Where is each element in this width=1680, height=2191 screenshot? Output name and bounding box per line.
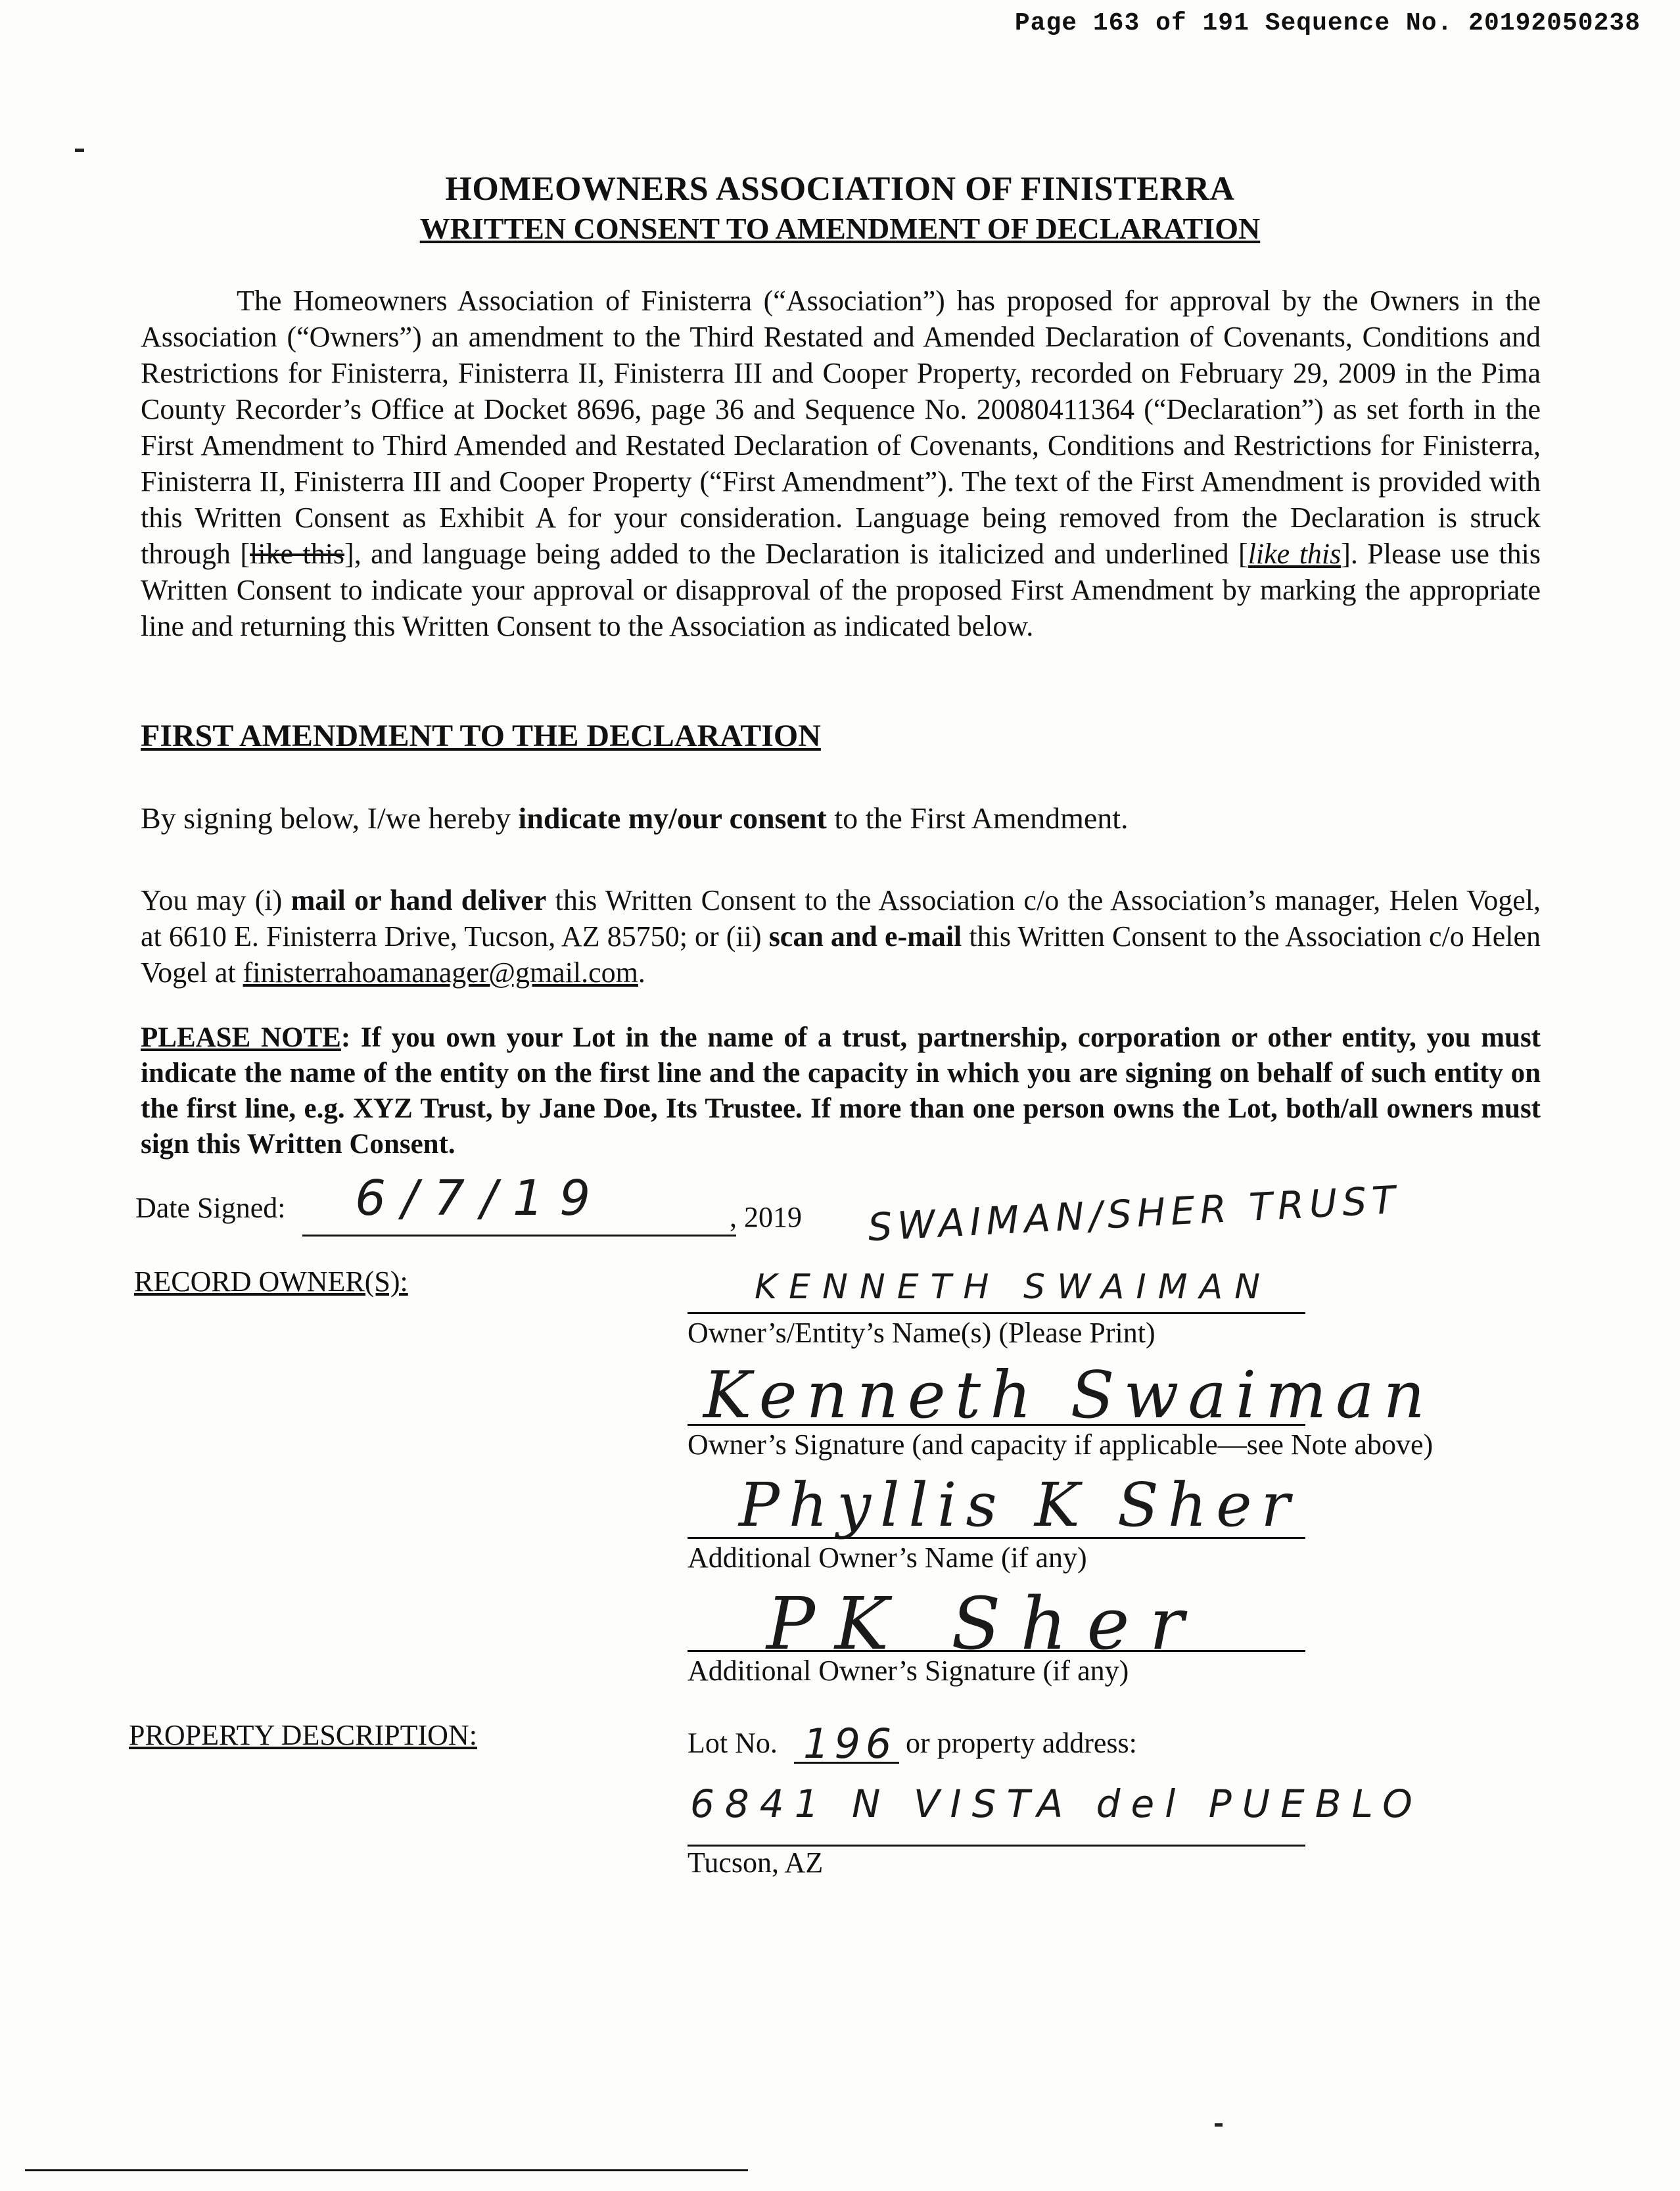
title-block xyxy=(0,170,1680,246)
scan-speck xyxy=(1215,2123,1223,2127)
footer-rule xyxy=(25,2169,748,2171)
document-subtitle: WRITTEN CONSENT TO AMENDMENT OF DECLARATION xyxy=(419,212,1261,245)
page-sequence-header: Page 163 of 191 Sequence No. 20192050238 xyxy=(1014,9,1641,37)
owner-signature-line[interactable] xyxy=(688,1424,1305,1426)
property-address-handwritten: 6841 N VISTA del PUEBLO xyxy=(690,1781,1423,1826)
delivery-bold-2: scan and e-mail xyxy=(768,920,962,953)
section-heading: FIRST AMENDMENT TO THE DECLARATION xyxy=(141,719,821,753)
additional-owner-name-handwritten: Phyllis K Sher xyxy=(739,1470,1299,1540)
date-signed-handwritten: 6/7/19 xyxy=(355,1170,607,1227)
strike-example: like this xyxy=(250,538,345,570)
owner-signature-handwritten: Kenneth Swaiman xyxy=(703,1358,1434,1433)
year-suffix: , 2019 xyxy=(730,1201,802,1233)
property-address-label: or property address: xyxy=(906,1727,1137,1759)
scan-speck xyxy=(75,149,84,152)
additional-owner-signature-handwritten: PK Sher xyxy=(766,1582,1204,1666)
delivery-bold-1: mail or hand deliver xyxy=(291,884,547,916)
record-owners-label: RECORD OWNER(S): xyxy=(134,1265,408,1298)
owner-name-line[interactable] xyxy=(688,1312,1305,1314)
additional-owner-signature-line[interactable] xyxy=(688,1650,1305,1652)
consent-statement xyxy=(141,801,1129,836)
delivery-text-2: this Written Consent to the Association c/o the Association’s manager, Helen Vogel, at 6610 E. Finisterra Drive, Tucson, AZ 85750; or (ii) xyxy=(141,884,1541,953)
owner-name-handwritten: KENNETH SWAIMAN xyxy=(755,1267,1272,1307)
intro-text-2: ], and language being added to the Declaration is italicized and underlined [ xyxy=(344,538,1248,570)
additional-owner-name-caption: Additional Owner’s Name (if any) xyxy=(688,1542,1087,1574)
delivery-text-4: . xyxy=(638,956,645,989)
owner-name-caption: Owner’s/Entity’s Name(s) (Please Print) xyxy=(688,1317,1155,1349)
note-label: PLEASE NOTE xyxy=(141,1022,341,1053)
owner-signature-caption: Owner’s Signature (and capacity if applicable—see Note above) xyxy=(688,1428,1434,1461)
date-signed-line[interactable] xyxy=(302,1235,736,1237)
intro-text-3: ]. Please use this Written Consent to indicate your approval or disapproval of the proposed First Amendment by marking the appropriate line and returning this Written Consent to the Association as indicated below. xyxy=(141,538,1541,642)
additional-owner-name-line[interactable] xyxy=(688,1537,1305,1539)
document-title: HOMEOWNERS ASSOCIATION OF FINISTERRA xyxy=(445,170,1235,208)
consent-bold: indicate my/our consent xyxy=(518,801,827,835)
property-description-label: PROPERTY DESCRIPTION: xyxy=(129,1719,477,1751)
delivery-instructions xyxy=(141,882,1541,991)
additional-owner-signature-caption: Additional Owner’s Signature (if any) xyxy=(688,1655,1129,1687)
entity-name-handwritten: SWAIMAN/SHER TRUST xyxy=(866,1177,1402,1250)
note-text: : If you own your Lot in the name of a trust, partnership, corporation or other entity, you must indicate the name of the entity on the first line and the capacity in which you are signing on behalf of such entity on the first line, e.g. XYZ Trust, by Jane Doe, Its Trustee. If more than one person owns the Lot, both/all owners must sign this Written Consent. xyxy=(141,1022,1541,1160)
consent-after: to the First Amendment. xyxy=(826,801,1129,835)
city-label: Tucson, AZ xyxy=(688,1847,824,1879)
intro-text-1: The Homeowners Association of Finisterra (“Association”) has proposed for approval by the Owners in the Association (“Owners”) an amendment to the Third Restated and Amended Declaration of Covenants, Conditions and Restrictions for Finisterra, Finisterra II, Finisterra III and Cooper Property, recorded on February 29, 2009 in the Pima County Recorder’s Office at Docket 8696, page 36 and Sequence No. 20080411364 (“Declaration”) as set forth in the First Amendment to Third Amended and Restated Declaration of Covenants, Conditions and Restrictions for Finisterra, Finisterra II, Finisterra III and Cooper Property (“First Amendment”). The text of the First Amendment is provided with this Written Consent as Exhibit A for your consideration. Language being removed from the Declaration is struck through [ xyxy=(141,285,1541,570)
consent-before: By signing below, I/we hereby xyxy=(141,801,519,835)
lot-number-handwritten: 196 xyxy=(803,1720,897,1768)
add-example: like this xyxy=(1248,538,1342,570)
date-signed-label: Date Signed: xyxy=(135,1192,286,1224)
lot-number-label: Lot No. xyxy=(688,1727,778,1759)
delivery-text-1: You may (i) xyxy=(141,884,291,916)
intro-paragraph xyxy=(141,283,1541,644)
please-note xyxy=(141,1020,1541,1162)
delivery-text-3: this Written Consent to the Association c/o Helen Vogel at xyxy=(141,920,1541,989)
manager-email-link[interactable]: finisterrahoamanager@gmail.com xyxy=(243,956,638,989)
